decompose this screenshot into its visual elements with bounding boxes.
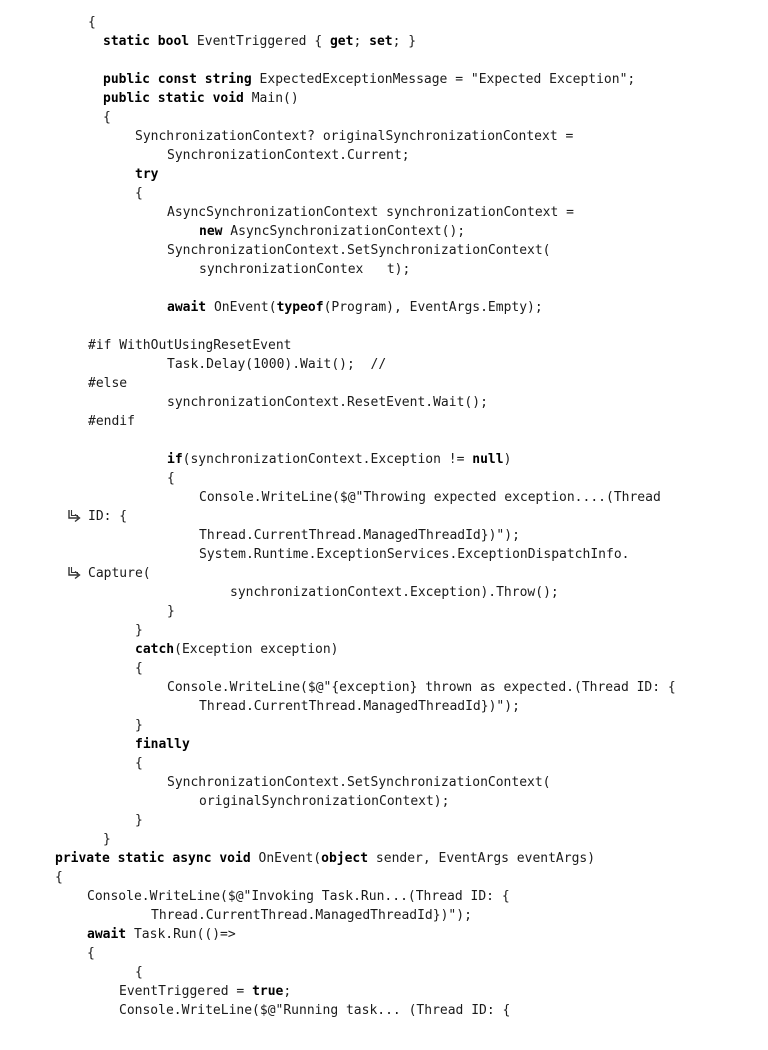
- code-line: [167, 355, 386, 374]
- code-line: [87, 887, 510, 906]
- code-line: [135, 659, 143, 678]
- code-text: synchronizationContext.ResetEvent.Wait();: [167, 395, 488, 410]
- code-text: EventTriggered {: [189, 34, 330, 49]
- code-text: (synchronizationContext.Exception !=: [182, 452, 473, 467]
- code-text: (Exception exception): [174, 642, 339, 657]
- code-line: [135, 165, 158, 184]
- code-line: [103, 32, 416, 51]
- code-line: [103, 830, 111, 849]
- code-line: [167, 298, 543, 317]
- code-line: [167, 241, 551, 260]
- code-text: ): [503, 452, 512, 467]
- code-text: AsyncSynchronizationContext synchronizationContext =: [167, 205, 574, 220]
- code-text: ;: [353, 34, 370, 49]
- code-text: {: [88, 15, 96, 30]
- code-line: [135, 640, 339, 659]
- code-text: AsyncSynchronizationContext();: [222, 224, 466, 239]
- code-text: {: [135, 661, 143, 676]
- code-keyword: private static async void: [55, 851, 251, 866]
- code-text: SynchronizationContext.SetSynchronizationContext(: [167, 775, 551, 790]
- code-line: [88, 13, 96, 32]
- code-text: OnEvent(: [206, 300, 277, 315]
- code-text: {: [135, 756, 143, 771]
- code-text: #if WithOutUsingResetEvent: [88, 338, 292, 353]
- code-keyword: await: [167, 300, 207, 315]
- code-keyword: if: [167, 452, 183, 467]
- code-text: SynchronizationContext.Current;: [167, 148, 410, 163]
- code-line: [135, 735, 190, 754]
- code-keyword: set: [369, 34, 393, 49]
- code-line: [135, 127, 573, 146]
- code-keyword: typeof: [276, 300, 324, 315]
- code-text: {: [135, 186, 143, 201]
- code-text: Main(): [243, 91, 299, 106]
- code-keyword: public static void: [103, 91, 244, 106]
- code-text: Task.Delay(1000).Wait(); //: [167, 357, 387, 372]
- code-text: Console.WriteLine($@"Invoking Task.Run...(Thread ID: {: [87, 889, 510, 904]
- code-line: [199, 526, 520, 545]
- code-line: [135, 621, 143, 640]
- code-text: Console.WriteLine($@"Throwing expected exception....(Thread: [199, 490, 661, 505]
- code-text: Thread.CurrentThread.ManagedThreadId})");: [199, 528, 520, 543]
- code-keyword: null: [472, 452, 504, 467]
- code-line: [199, 260, 410, 279]
- code-line: [135, 716, 143, 735]
- code-line: [88, 336, 292, 355]
- code-text: Console.WriteLine($@"{exception} thrown as expected.(Thread ID: {: [167, 680, 676, 695]
- code-text: SynchronizationContext? originalSynchronizationContext =: [135, 129, 574, 144]
- code-text: EventTriggered =: [119, 984, 253, 999]
- code-line: [199, 222, 465, 241]
- code-keyword: static bool: [103, 34, 190, 49]
- code-line: [135, 963, 143, 982]
- code-keyword: await: [87, 927, 127, 942]
- code-text: ; }: [392, 34, 417, 49]
- code-text: {: [167, 471, 175, 486]
- code-text: SynchronizationContext.SetSynchronizationContext(: [167, 243, 551, 258]
- code-line: [167, 450, 511, 469]
- code-text: {: [103, 110, 111, 125]
- code-text: {: [87, 946, 95, 961]
- code-line: [88, 412, 135, 431]
- code-text: #endif: [88, 414, 135, 429]
- code-line: [167, 678, 676, 697]
- code-line: [119, 1001, 510, 1020]
- code-text: }: [103, 832, 111, 847]
- code-keyword: finally: [135, 737, 190, 752]
- code-text: ;: [283, 984, 292, 999]
- code-line: [167, 773, 551, 792]
- code-line: [119, 982, 291, 1001]
- code-text: synchronizationContext.Exception).Throw();: [230, 585, 559, 600]
- code-text: Task.Run(()=>: [126, 927, 236, 942]
- code-line: [88, 564, 151, 583]
- code-line: [199, 792, 449, 811]
- line-continuation-arrow-icon: [67, 507, 85, 526]
- code-text: }: [167, 604, 175, 619]
- code-line: [199, 545, 629, 564]
- code-keyword: get: [329, 34, 354, 49]
- code-line: [230, 583, 559, 602]
- code-line: [199, 488, 661, 507]
- code-text: Capture(: [88, 566, 151, 581]
- code-line: [103, 70, 635, 89]
- code-text: Console.WriteLine($@"Running task... (Thread ID: {: [119, 1003, 511, 1018]
- code-keyword: public const string: [103, 72, 252, 87]
- code-line: [135, 184, 143, 203]
- code-text: synchronizationContex t);: [199, 262, 411, 277]
- code-line: [87, 944, 95, 963]
- code-line: [167, 146, 410, 165]
- code-keyword: catch: [135, 642, 175, 657]
- code-line: [167, 203, 574, 222]
- code-line: [167, 469, 175, 488]
- code-text: originalSynchronizationContext);: [199, 794, 450, 809]
- code-text: {: [55, 870, 63, 885]
- code-text: OnEvent(: [250, 851, 322, 866]
- code-line: [167, 393, 488, 412]
- code-keyword: object: [321, 851, 369, 866]
- code-text: (Program), EventArgs.Empty);: [323, 300, 543, 315]
- code-line: [55, 868, 63, 887]
- code-text: #else: [88, 376, 128, 391]
- code-text: }: [135, 718, 143, 733]
- code-text: Thread.CurrentThread.ManagedThreadId})");: [151, 908, 472, 923]
- code-text: {: [135, 965, 143, 980]
- code-line: [135, 754, 143, 773]
- code-line: [199, 697, 520, 716]
- code-text: ExpectedExceptionMessage = "Expected Exception";: [251, 72, 636, 87]
- code-line: [151, 906, 472, 925]
- code-text: }: [135, 813, 143, 828]
- code-text: }: [135, 623, 143, 638]
- code-text: System.Runtime.ExceptionServices.ExceptionDispatchInfo.: [199, 547, 630, 562]
- code-line: [55, 849, 595, 868]
- code-text: ID: {: [88, 509, 128, 524]
- code-line: [88, 374, 127, 393]
- code-line: [103, 108, 111, 127]
- code-keyword: try: [135, 167, 159, 182]
- code-line: [135, 811, 143, 830]
- code-keyword: true: [252, 984, 284, 999]
- code-line: [167, 602, 175, 621]
- code-text: sender, EventArgs eventArgs): [368, 851, 596, 866]
- code-line: [103, 89, 299, 108]
- line-continuation-arrow-icon: [67, 564, 85, 583]
- code-line: [87, 925, 236, 944]
- code-line: [88, 507, 127, 526]
- code-keyword: new: [199, 224, 223, 239]
- code-text: Thread.CurrentThread.ManagedThreadId})");: [199, 699, 520, 714]
